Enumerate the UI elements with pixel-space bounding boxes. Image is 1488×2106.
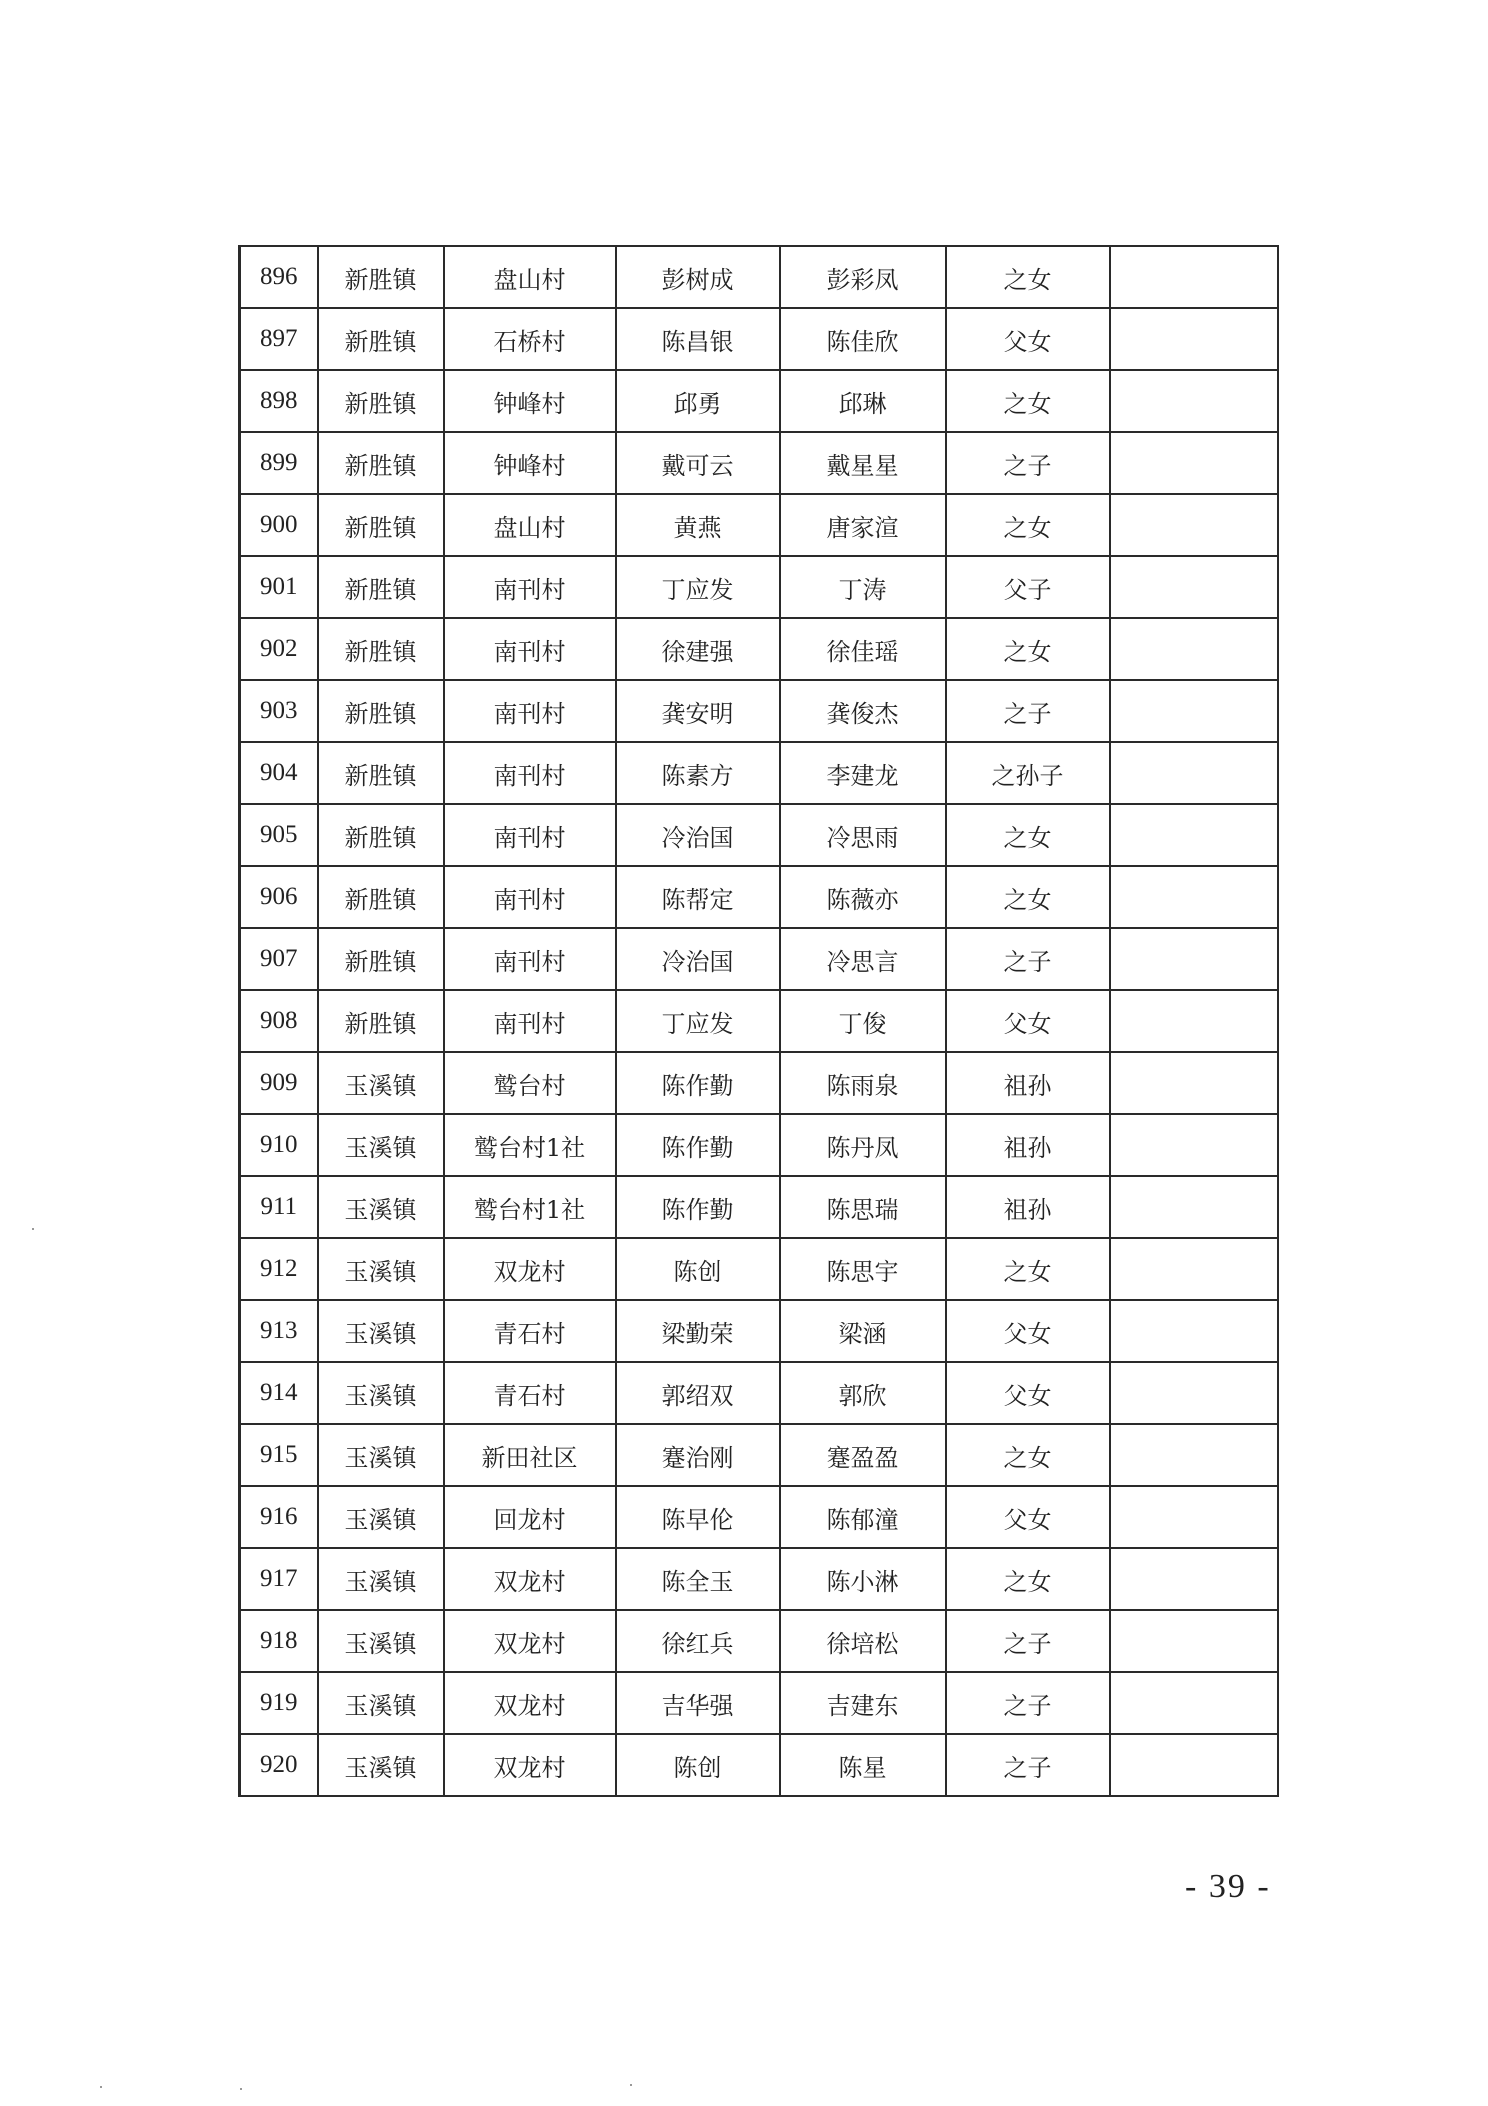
cell-member: 蹇盈盈 (780, 1424, 946, 1486)
cell-relation: 祖孙 (946, 1176, 1110, 1238)
cell-number: 911 (240, 1176, 318, 1238)
cell-member: 陈星 (780, 1734, 946, 1796)
roster-table-container (238, 245, 1276, 1797)
cell-blank (1110, 618, 1278, 680)
cell-village: 南刊村 (444, 804, 616, 866)
cell-member: 邱琳 (780, 370, 946, 432)
cell-relation: 之女 (946, 618, 1110, 680)
cell-relation: 之子 (946, 1734, 1110, 1796)
cell-village: 南刊村 (444, 556, 616, 618)
cell-town: 玉溪镇 (318, 1176, 444, 1238)
cell-householder: 陈帮定 (616, 866, 780, 928)
cell-relation: 之女 (946, 804, 1110, 866)
cell-number: 905 (240, 804, 318, 866)
cell-relation: 之女 (946, 246, 1110, 308)
cell-blank (1110, 494, 1278, 556)
cell-number: 899 (240, 432, 318, 494)
cell-town: 玉溪镇 (318, 1300, 444, 1362)
cell-relation: 父子 (946, 556, 1110, 618)
table-row (240, 1362, 1278, 1424)
cell-number: 902 (240, 618, 318, 680)
cell-member: 丁涛 (780, 556, 946, 618)
cell-householder: 陈创 (616, 1734, 780, 1796)
cell-member: 徐佳瑶 (780, 618, 946, 680)
cell-town: 新胜镇 (318, 866, 444, 928)
cell-householder: 丁应发 (616, 990, 780, 1052)
cell-relation: 父女 (946, 308, 1110, 370)
cell-member: 陈郁潼 (780, 1486, 946, 1548)
cell-householder: 邱勇 (616, 370, 780, 432)
cell-blank (1110, 1734, 1278, 1796)
cell-blank (1110, 1424, 1278, 1486)
cell-member: 戴星星 (780, 432, 946, 494)
roster-table (238, 245, 1279, 1797)
cell-member: 唐家渲 (780, 494, 946, 556)
cell-householder: 戴可云 (616, 432, 780, 494)
cell-relation: 之女 (946, 1424, 1110, 1486)
cell-number: 917 (240, 1548, 318, 1610)
cell-town: 玉溪镇 (318, 1734, 444, 1796)
cell-blank (1110, 1548, 1278, 1610)
cell-householder: 陈作勤 (616, 1114, 780, 1176)
cell-number: 914 (240, 1362, 318, 1424)
table-row (240, 1548, 1278, 1610)
cell-member: 陈雨泉 (780, 1052, 946, 1114)
cell-village: 鹫台村 (444, 1052, 616, 1114)
cell-member: 徐培松 (780, 1610, 946, 1672)
cell-member: 冷思言 (780, 928, 946, 990)
cell-member: 李建龙 (780, 742, 946, 804)
table-row (240, 494, 1278, 556)
cell-town: 玉溪镇 (318, 1610, 444, 1672)
cell-blank (1110, 990, 1278, 1052)
cell-blank (1110, 1176, 1278, 1238)
cell-member: 龚俊杰 (780, 680, 946, 742)
cell-village: 南刊村 (444, 742, 616, 804)
cell-number: 901 (240, 556, 318, 618)
cell-number: 910 (240, 1114, 318, 1176)
cell-relation: 之子 (946, 928, 1110, 990)
cell-town: 玉溪镇 (318, 1486, 444, 1548)
table-row (240, 308, 1278, 370)
table-row (240, 804, 1278, 866)
cell-village: 青石村 (444, 1300, 616, 1362)
cell-member: 彭彩凤 (780, 246, 946, 308)
cell-number: 915 (240, 1424, 318, 1486)
cell-blank (1110, 1114, 1278, 1176)
table-row (240, 246, 1278, 308)
cell-householder: 冷治国 (616, 928, 780, 990)
cell-number: 912 (240, 1238, 318, 1300)
cell-householder: 吉华强 (616, 1672, 780, 1734)
cell-member: 丁俊 (780, 990, 946, 1052)
cell-town: 新胜镇 (318, 556, 444, 618)
cell-householder: 陈素方 (616, 742, 780, 804)
cell-town: 新胜镇 (318, 742, 444, 804)
table-row (240, 1238, 1278, 1300)
cell-village: 盘山村 (444, 494, 616, 556)
cell-town: 玉溪镇 (318, 1548, 444, 1610)
cell-village: 新田社区 (444, 1424, 616, 1486)
cell-village: 青石村 (444, 1362, 616, 1424)
cell-town: 玉溪镇 (318, 1238, 444, 1300)
cell-town: 新胜镇 (318, 618, 444, 680)
cell-village: 双龙村 (444, 1610, 616, 1672)
cell-householder: 陈全玉 (616, 1548, 780, 1610)
cell-blank (1110, 1300, 1278, 1362)
cell-householder: 龚安明 (616, 680, 780, 742)
cell-town: 玉溪镇 (318, 1424, 444, 1486)
cell-relation: 之子 (946, 1610, 1110, 1672)
cell-householder: 梁勤荣 (616, 1300, 780, 1362)
table-row (240, 618, 1278, 680)
cell-town: 新胜镇 (318, 680, 444, 742)
cell-relation: 祖孙 (946, 1114, 1110, 1176)
cell-member: 陈小淋 (780, 1548, 946, 1610)
table-row (240, 370, 1278, 432)
cell-blank (1110, 928, 1278, 990)
cell-member: 陈思宇 (780, 1238, 946, 1300)
table-row (240, 1176, 1278, 1238)
cell-relation: 之孙子 (946, 742, 1110, 804)
table-row (240, 1672, 1278, 1734)
cell-village: 鹫台村1社 (444, 1176, 616, 1238)
cell-number: 909 (240, 1052, 318, 1114)
cell-relation: 之子 (946, 1672, 1110, 1734)
cell-blank (1110, 804, 1278, 866)
cell-relation: 父女 (946, 1300, 1110, 1362)
cell-householder: 陈作勤 (616, 1176, 780, 1238)
cell-householder: 陈创 (616, 1238, 780, 1300)
scan-speck (32, 1228, 34, 1230)
cell-blank (1110, 1362, 1278, 1424)
table-row (240, 1052, 1278, 1114)
cell-village: 南刊村 (444, 990, 616, 1052)
cell-town: 新胜镇 (318, 308, 444, 370)
cell-blank (1110, 866, 1278, 928)
cell-blank (1110, 1486, 1278, 1548)
cell-town: 玉溪镇 (318, 1362, 444, 1424)
cell-blank (1110, 370, 1278, 432)
cell-number: 904 (240, 742, 318, 804)
scan-speck (100, 2086, 102, 2088)
cell-relation: 祖孙 (946, 1052, 1110, 1114)
cell-member: 郭欣 (780, 1362, 946, 1424)
cell-blank (1110, 432, 1278, 494)
cell-relation: 之女 (946, 866, 1110, 928)
table-row (240, 1114, 1278, 1176)
table-row (240, 866, 1278, 928)
cell-blank (1110, 1238, 1278, 1300)
table-body (240, 246, 1278, 1796)
cell-blank (1110, 1052, 1278, 1114)
cell-number: 898 (240, 370, 318, 432)
cell-number: 900 (240, 494, 318, 556)
cell-householder: 徐建强 (616, 618, 780, 680)
scan-speck (240, 2088, 242, 2090)
cell-village: 双龙村 (444, 1238, 616, 1300)
table-row (240, 556, 1278, 618)
cell-householder: 陈作勤 (616, 1052, 780, 1114)
cell-householder: 徐红兵 (616, 1610, 780, 1672)
cell-householder: 黄燕 (616, 494, 780, 556)
cell-town: 玉溪镇 (318, 1114, 444, 1176)
table-row (240, 928, 1278, 990)
table-row (240, 1300, 1278, 1362)
cell-relation: 父女 (946, 990, 1110, 1052)
cell-number: 908 (240, 990, 318, 1052)
cell-town: 新胜镇 (318, 246, 444, 308)
cell-householder: 蹇治刚 (616, 1424, 780, 1486)
cell-village: 钟峰村 (444, 432, 616, 494)
cell-number: 906 (240, 866, 318, 928)
cell-number: 918 (240, 1610, 318, 1672)
cell-relation: 之女 (946, 1548, 1110, 1610)
cell-town: 玉溪镇 (318, 1672, 444, 1734)
cell-village: 双龙村 (444, 1734, 616, 1796)
cell-member: 陈思瑞 (780, 1176, 946, 1238)
table-row (240, 1734, 1278, 1796)
cell-town: 玉溪镇 (318, 1052, 444, 1114)
cell-blank (1110, 742, 1278, 804)
cell-number: 916 (240, 1486, 318, 1548)
cell-number: 907 (240, 928, 318, 990)
cell-town: 新胜镇 (318, 928, 444, 990)
cell-town: 新胜镇 (318, 804, 444, 866)
cell-relation: 父女 (946, 1362, 1110, 1424)
cell-village: 回龙村 (444, 1486, 616, 1548)
cell-blank (1110, 246, 1278, 308)
cell-relation: 之子 (946, 680, 1110, 742)
cell-village: 盘山村 (444, 246, 616, 308)
cell-number: 920 (240, 1734, 318, 1796)
cell-number: 919 (240, 1672, 318, 1734)
cell-village: 钟峰村 (444, 370, 616, 432)
cell-member: 冷思雨 (780, 804, 946, 866)
cell-village: 南刊村 (444, 928, 616, 990)
cell-member: 陈薇亦 (780, 866, 946, 928)
cell-blank (1110, 308, 1278, 370)
cell-town: 新胜镇 (318, 990, 444, 1052)
cell-town: 新胜镇 (318, 494, 444, 556)
table-row (240, 1610, 1278, 1672)
cell-village: 南刊村 (444, 618, 616, 680)
cell-member: 吉建东 (780, 1672, 946, 1734)
cell-town: 新胜镇 (318, 370, 444, 432)
cell-householder: 陈早伦 (616, 1486, 780, 1548)
cell-householder: 郭绍双 (616, 1362, 780, 1424)
cell-householder: 陈昌银 (616, 308, 780, 370)
cell-village: 南刊村 (444, 680, 616, 742)
table-row (240, 990, 1278, 1052)
page-number: - 39 - (1185, 1868, 1271, 1905)
cell-number: 913 (240, 1300, 318, 1362)
cell-blank (1110, 1672, 1278, 1734)
cell-town: 新胜镇 (318, 432, 444, 494)
cell-householder: 彭树成 (616, 246, 780, 308)
cell-blank (1110, 1610, 1278, 1672)
cell-number: 897 (240, 308, 318, 370)
table-row (240, 1486, 1278, 1548)
cell-householder: 丁应发 (616, 556, 780, 618)
cell-relation: 之女 (946, 370, 1110, 432)
cell-village: 双龙村 (444, 1672, 616, 1734)
table-row (240, 1424, 1278, 1486)
cell-relation: 之女 (946, 1238, 1110, 1300)
cell-village: 石桥村 (444, 308, 616, 370)
cell-member: 陈丹凤 (780, 1114, 946, 1176)
cell-householder: 冷治国 (616, 804, 780, 866)
cell-relation: 之女 (946, 494, 1110, 556)
cell-village: 双龙村 (444, 1548, 616, 1610)
cell-blank (1110, 680, 1278, 742)
cell-member: 梁涵 (780, 1300, 946, 1362)
table-row (240, 432, 1278, 494)
cell-member: 陈佳欣 (780, 308, 946, 370)
cell-number: 903 (240, 680, 318, 742)
cell-number: 896 (240, 246, 318, 308)
scan-speck (630, 2084, 632, 2086)
cell-village: 鹫台村1社 (444, 1114, 616, 1176)
cell-village: 南刊村 (444, 866, 616, 928)
cell-relation: 父女 (946, 1486, 1110, 1548)
cell-blank (1110, 556, 1278, 618)
cell-relation: 之子 (946, 432, 1110, 494)
table-row (240, 680, 1278, 742)
table-row (240, 742, 1278, 804)
